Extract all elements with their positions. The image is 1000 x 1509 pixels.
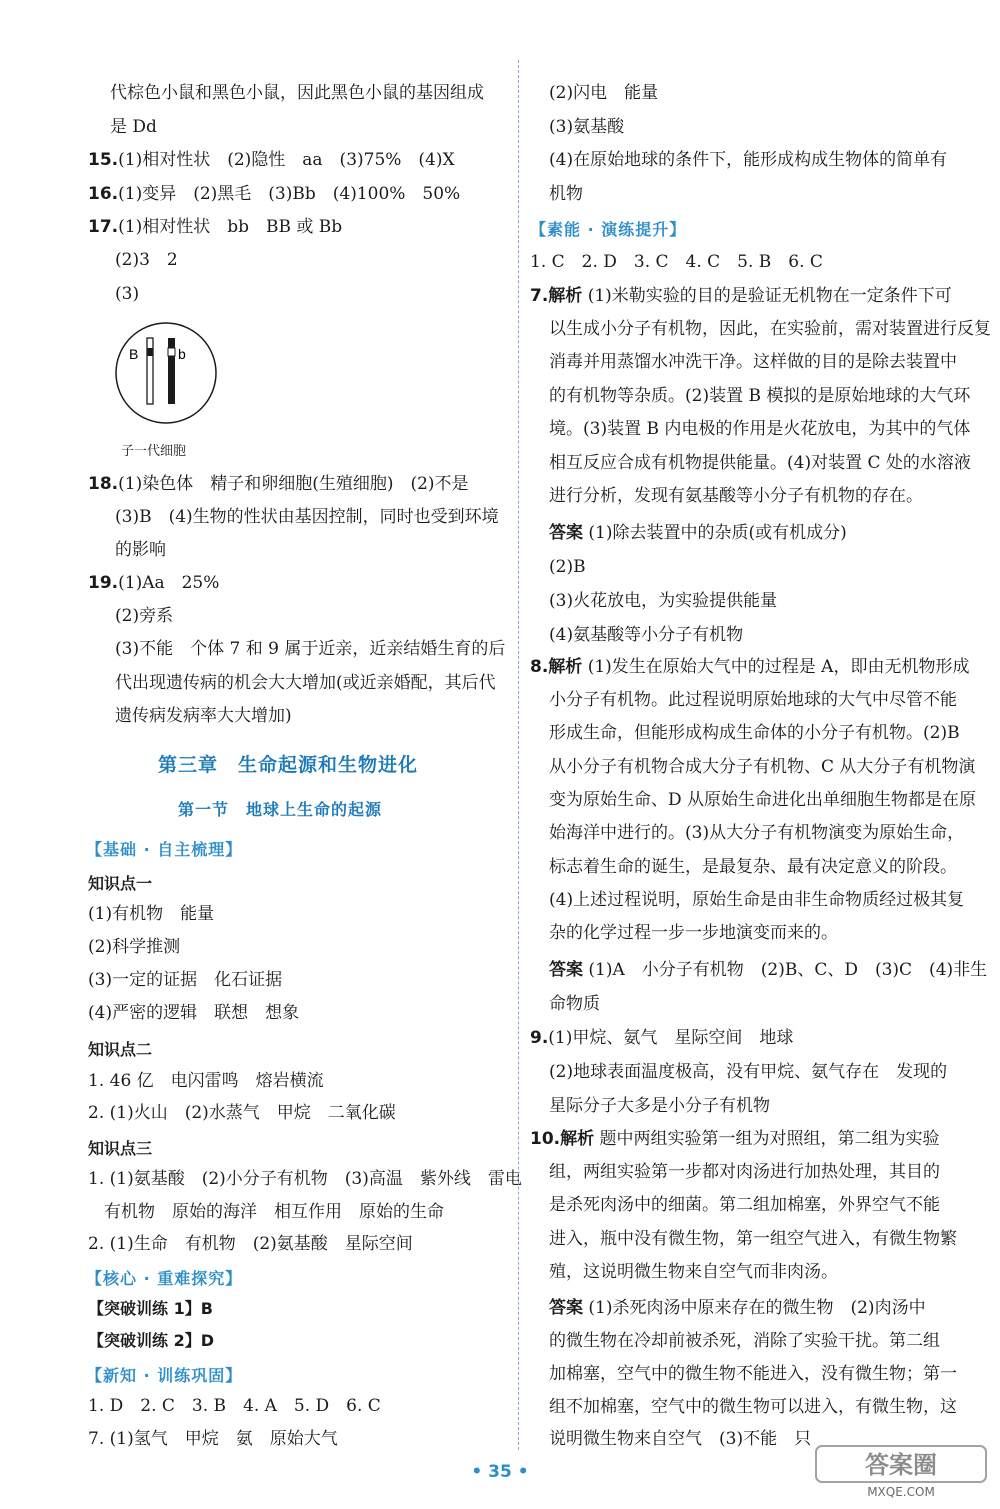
text-line: 遗传病发病率大大增加) [115,706,292,726]
question-8 [530,656,969,678]
answer-text: (1)A 小分子有机物 (2)B、C、D (3)C (4)非生 [583,960,988,980]
question-number: 9. [530,1028,549,1048]
question-number: 18. [88,474,119,494]
text-line: 2. (1)火山 (2)水蒸气 甲烷 二氧化碳 [88,1103,396,1123]
text-line: 的微生物在冷却前被杀死，消除了实验干扰。第二组 [549,1331,940,1351]
text-line: (2)3 2 [115,250,178,270]
section-title: 第一节 地球上生命的起源 [178,800,383,819]
text-line: 1. (1)氨基酸 (2)小分子有机物 (3)高温 紫外线 雷电 [88,1169,522,1189]
text-line: (4)上述过程说明，原始生命是由非生命物质经过极其复 [549,890,965,910]
text-line: 1. 46 亿 电闪雷鸣 熔岩横流 [88,1071,324,1091]
text-line: 消毒并用蒸馏水冲洗干净。这样做的目的是除去装置中 [549,352,957,372]
question-10 [530,1128,940,1150]
gene-band-b [168,348,175,356]
analysis-tag: 解析 [548,286,583,306]
mc-answers: 1. C 2. D 3. C 4. C 5. B 6. C [530,252,823,272]
text-line: 的影响 [115,540,166,560]
text-line: 加棉塞，空气中的微生物不能进入，没有微生物；第一 [549,1364,957,1384]
text-line: 是 Dd [110,117,157,137]
question-number: 7. [530,286,549,306]
answer-tag: 答案 [549,523,583,543]
chapter-title: 第三章 生命起源和生物进化 [158,754,419,776]
text-line: (3)氨基酸 [549,117,625,137]
section-header-skill: 【素能 · 演练提升】 [530,220,687,239]
text-line: 2. (1)生命 有机物 (2)氨基酸 星际空间 [88,1234,413,1254]
gene-label-b: b [178,346,186,362]
text-line: (3)不能 个体 7 和 9 属于近亲，近亲结婚生育的后 [115,639,506,659]
text-line: 境。(3)装置 B 内电极的作用是火花放电，为其中的气体 [549,419,971,439]
text-line: 小分子有机物。此过程说明原始地球的大气中尽管不能 [549,690,957,710]
answer-text: (1)相对性状 bb BB 或 Bb [118,217,343,237]
question-18 [88,473,469,495]
section-header-new: 【新知 · 训练巩固】 [86,1366,243,1385]
answer-text: (1)甲烷、氨气 星际空间 地球 [548,1028,794,1048]
text-line: 机物 [549,184,583,204]
question-number: 19. [88,573,119,593]
answer-text: (1)变异 (2)黑毛 (3)Bb (4)100% 50% [118,184,461,204]
question-number: 16. [88,184,119,204]
question-7 [530,285,952,307]
text-line: 变为原始生命、D 从原始生命进化出单细胞生物都是在原 [549,790,977,810]
question-number: 8. [530,657,549,677]
question-9 [530,1027,793,1049]
diagram-caption: 子一代细胞 [121,444,187,459]
text-line: 形成生命，但能形成构成生命体的小分子有机物。(2)B [549,723,960,743]
answer-8 [549,959,987,981]
text-line: 星际分子大多是小分子有机物 [549,1096,770,1116]
text-line: 进入，瓶中没有微生物，第一组空气进入，有微生物繁 [549,1229,957,1249]
answer-tag: 答案 [549,1298,583,1318]
text-line: (2)科学推测 [88,937,181,957]
text-line: (3)火花放电，为实验提供能量 [549,591,778,611]
answer-10 [549,1297,926,1319]
text-line: (1)有机物 能量 [88,904,215,924]
question-number: 10. [530,1129,561,1149]
answer-7 [549,522,847,544]
gene-band-B [147,348,153,356]
text-line: 从小分子有机物合成大分子有机物、C 从大分子有机物演 [549,757,976,777]
watermark-logo [812,1442,990,1502]
section-header-basic: 【基础 · 自主梳理】 [86,840,243,859]
answer-tag: 答案 [549,960,583,980]
answer-text: (1)相对性状 (2)隐性 aa (3)75% (4)X [118,150,455,170]
text-line: 命物质 [549,994,600,1014]
text-line: 代棕色小鼠和黑色小鼠，因此黑色小鼠的基因组成 [110,83,484,103]
text-line: 标志着生命的诞生，是最复杂、最有决定意义的阶段。 [549,857,957,877]
knowledge-point-1: 知识点一 [88,874,153,893]
question-19 [88,572,219,594]
text-line: (2)地球表面温度极高，没有甲烷、氨气存在 发现的 [549,1062,948,1082]
analysis-tag: 解析 [548,657,583,677]
text-line: (4)严密的逻辑 联想 想象 [88,1003,300,1023]
text-line: 代出现遗传病的机会大大增加(或近亲婚配，其后代 [115,673,496,693]
section-header-core: 【核心 · 重难探究】 [86,1269,243,1288]
answer-text: (1)杀死肉汤中原来存在的微生物 (2)肉汤中 [583,1298,926,1318]
text-line: (2)B [549,557,586,577]
answer-text: (1)发生在原始大气中的过程是 A，即由无机物形成 [582,657,970,677]
answer-text: (1)米勒实验的目的是验证无机物在一定条件下可 [582,286,952,306]
text-line: 始海洋中进行的。(3)从大分子有机物演变为原始生命， [549,823,965,843]
text-line: 说明微生物来自空气 (3)不能 只 [549,1429,812,1449]
question-15 [88,149,455,171]
text-line: 以生成小分子有机物，因此，在实验前，需对装置进行反复 [549,319,991,339]
breakthrough-2: 【突破训练 2】D [88,1331,214,1350]
answer-text: (1)染色体 精子和卵细胞(生殖细胞) (2)不是 [118,474,469,494]
question-17 [88,216,342,238]
column-divider [518,60,519,1450]
text-line: (2)闪电 能量 [549,83,659,103]
text-line: (4)在原始地球的条件下，能形成构成生物体的简单有 [549,150,948,170]
knowledge-point-2: 知识点二 [88,1040,153,1059]
knowledge-point-3: 知识点三 [88,1139,153,1158]
breakthrough-1: 【突破训练 1】B [88,1299,213,1318]
text-line: (3)一定的证据 化石证据 [88,970,283,990]
answer-text: (1)Aa 25% [118,573,220,593]
question-number: 15. [88,150,119,170]
cell-diagram [110,318,228,440]
text-line: 7. (1)氢气 甲烷 氨 原始大气 [88,1429,338,1449]
text-line: 殖，这说明微生物来自空气而非肉汤。 [549,1262,838,1282]
page-number: • 35 • [471,1462,529,1482]
watermark-url: MXQE.COM [867,1485,935,1499]
question-number: 17. [88,217,119,237]
answer-text: (1)除去装置中的杂质(或有机成分) [583,523,847,543]
text-line: 杂的化学过程一步一步地演变而来的。 [549,923,838,943]
text-line: 进行分析，发现有氨基酸等小分子有机物的存在。 [549,486,923,506]
answer-text: 题中两组实验第一组为对照组，第二组为实验 [594,1129,940,1149]
text-line: (4)氨基酸等小分子有机物 [549,625,744,645]
text-line: 组，两组实验第一步都对肉汤进行加热处理，其目的 [549,1162,940,1182]
watermark-text: 答案圈 [865,1451,937,1479]
text-line: (3) [115,284,140,304]
chromosome-left [147,338,153,404]
text-line: (2)旁系 [115,606,174,626]
gene-label-B: B [129,346,139,362]
analysis-tag: 解析 [560,1129,595,1149]
text-line: 相互反应合成有机物提供能量。(4)对装置 C 处的水溶液 [549,453,971,473]
text-line: (3)B (4)生物的性状由基因控制，同时也受到环境 [115,507,499,527]
text-line: 是杀死肉汤中的细菌。第二组加棉塞，外界空气不能 [549,1195,940,1215]
question-16 [88,183,460,205]
text-line: 的有机物等杂质。(2)装置 B 模拟的是原始地球的大气环 [549,386,971,406]
text-line: 组不加棉塞，空气中的微生物可以进入，有微生物，这 [549,1397,957,1417]
text-line: 有机物 原始的海洋 相互作用 原始的生命 [104,1202,444,1222]
text-line: 1. D 2. C 3. B 4. A 5. D 6. C [88,1396,381,1416]
